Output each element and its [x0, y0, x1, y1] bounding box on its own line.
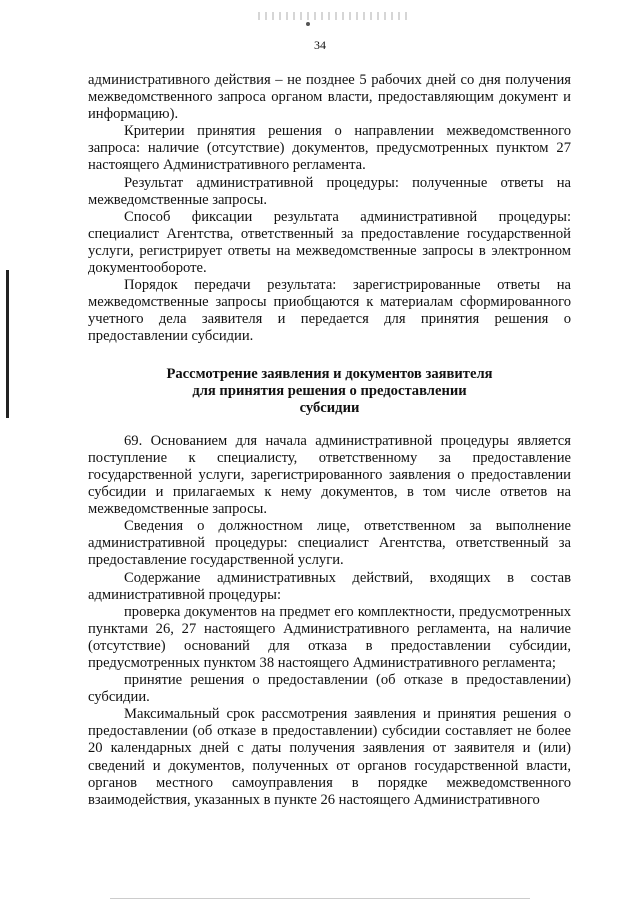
scan-artifact-dot: [306, 22, 310, 26]
scan-artifact-top: [258, 12, 408, 20]
section-heading-line: субсидии: [299, 399, 360, 416]
section-heading: [88, 366, 571, 417]
section-heading-line: Рассмотрение заявления и документов заявителя: [166, 365, 493, 382]
paragraph: Сведения о должностном лице, ответственном за выполнение административной процедуры: специалист Агентства, ответственный за предоставление государственной услуги.: [88, 518, 571, 569]
paragraph: Критерии принятия решения о направлении межведомственного запроса: наличие (отсутствие) документов, предусмотренных пунктом 27 настоящего Административного регламента.: [88, 123, 571, 174]
scan-artifact-left-bar: [6, 270, 9, 418]
paragraph: принятие решения о предоставлении (об отказе в предоставлении) субсидии.: [88, 672, 571, 706]
paragraph: 69. Основанием для начала административной процедуры является поступление к специалисту, ответственному за предоставление государственной услуги, зарегистрированного заявления о предоставлении субсидии и прилагаемых к нему документов, в том числе ответов на межведомственные запросы.: [88, 432, 571, 518]
paragraph: Способ фиксации результата административной процедуры: специалист Агентства, ответственный за предоставление государственной услуги, регистрирует ответы на межведомственные запросы в электронном документообороте.: [88, 208, 571, 277]
document-body: [88, 72, 571, 809]
paragraph: Максимальный срок рассмотрения заявления и принятия решения о предоставлении (об отказе в предоставлении) субсидии составляет не более 20 календарных дней с даты получения заявления от заявителя и (или) сведений и документов, полученных от органов государственной власти, органов местного самоуправления в порядке межведомственного взаимодействия, указанных в пункте 26 настоящего Административного: [88, 706, 571, 808]
paragraph: Содержание административных действий, входящих в состав административной процедуры:: [88, 569, 571, 603]
paragraph: Порядок передачи результата: зарегистрированные ответы на межведомственные запросы приобщаются к материалам сформированного учетного дела заявителя и передается для принятия решения о предоставлении субсидии.: [88, 277, 571, 345]
scan-artifact-bottom-line: [110, 898, 530, 899]
section-heading-line: для принятия решения о предоставлении: [192, 382, 467, 399]
paragraph: Результат административной процедуры: полученные ответы на межведомственные запросы.: [88, 174, 571, 208]
paragraph: проверка документов на предмет его комплектности, предусмотренных пунктами 26, 27 настоящего Административного регламента, на наличие (отсутствие) оснований для отказа в предоставлении субсидии, предусмотренных пунктом 38 настоящего Административного регламента;: [88, 603, 571, 671]
page-number: 34: [314, 38, 326, 52]
paragraph: административного действия – не позднее 5 рабочих дней со дня получения межведомственного запроса органом власти, предоставляющим документ и информацию).: [88, 72, 571, 123]
